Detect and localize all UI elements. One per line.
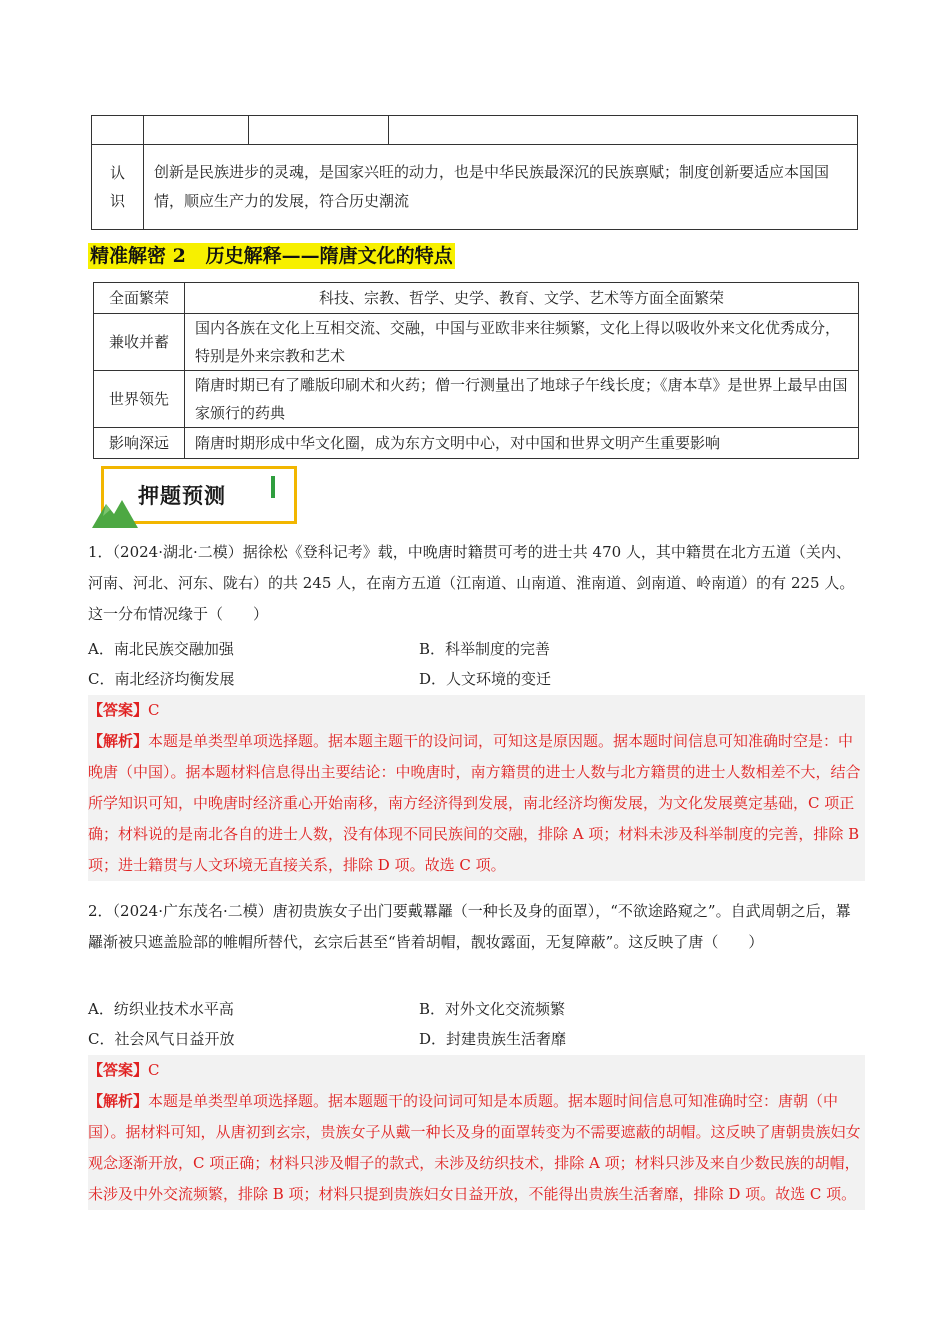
q2-analysis-line: [88, 1086, 865, 1210]
table-cell: [92, 116, 144, 145]
table-row: [94, 283, 859, 314]
q1-option-c: C．南北经济均衡发展: [88, 670, 235, 688]
analysis-tag: 【解析】: [88, 732, 149, 750]
row-text: 创新是民族进步的灵魂，是国家兴旺的动力，也是中华民族最深沉的民族禀赋；制度创新要适应本国国情，顺应生产力的发展，符合历史潮流: [144, 145, 858, 230]
row-label: [92, 145, 144, 230]
q2-answer: C: [148, 1061, 160, 1079]
q2-option-b: B．对外文化交流频繁: [419, 1000, 566, 1018]
feature-value: 隋唐时期形成中华文化圈，成为东方文明中心，对中国和世界文明产生重要影响: [185, 428, 859, 459]
q2-option-c: C．社会风气日益开放: [88, 1030, 235, 1048]
feature-value: 科技、宗教、哲学、史学、教育、文学、艺术等方面全面繁荣: [185, 283, 859, 314]
table-cell: [249, 116, 389, 145]
feature-value: 隋唐时期已有了雕版印刷术和火药；僧一行测量出了地球子午线长度；《唐本草》是世界上最早由国家颁行的药典: [185, 371, 859, 428]
q2-option-d: D．封建贵族生活奢靡: [419, 1030, 567, 1048]
top-table: [91, 115, 858, 230]
q1-answer: C: [148, 701, 160, 719]
banner-accent: [271, 476, 275, 498]
feature-value: 国内各族在文化上互相交流、交融，中国与亚欧非来往频繁，文化上得以吸收外来文化优秀成分，特别是外来宗教和艺术: [185, 314, 859, 371]
prediction-banner: [92, 466, 295, 528]
q1-analysis-line: [88, 726, 865, 881]
q1-answer-line: [88, 695, 865, 726]
q2-answer-line: [88, 1055, 865, 1086]
q2-analysis: 本题是单类型单项选择题。据本题题干的设问词可知是本质题。据本题时间信息可知准确时空：唐朝（中国）。据材料可知，从唐初到玄宗，贵族女子从戴一种长及身的面罩转变为不需要遮蔽的胡帽。这反映了唐朝贵族妇女观念逐渐开放，C 项正确；材料只涉及帽子的款式，未涉及纺织技术，排除 A 项；材料只涉及来自少数民族的胡帽，未涉及中外交流频繁，排除 B 项；材料只提到贵族妇女日益开放，不能得出贵族生活奢靡，排除 D 项。故选 C 项。: [88, 1092, 861, 1203]
section-heading: 精准解密 2 历史解释——隋唐文化的特点: [90, 245, 453, 267]
table-row: [94, 314, 859, 371]
q1-option-b: B．科举制度的完善: [419, 640, 551, 658]
mountain-icon: [92, 490, 142, 530]
table-row: [94, 428, 859, 459]
row-label-text: 认 识: [109, 164, 125, 210]
answer-tag: 【答案】: [88, 1061, 149, 1079]
banner-label: 押题预测: [138, 484, 226, 508]
q1-option-d: D．人文环境的变迁: [419, 670, 552, 688]
feature-key: 影响深远: [94, 428, 185, 459]
q2-answer-block: [88, 1055, 865, 1210]
q1-option-a: A．南北民族交融加强: [88, 640, 234, 658]
question-2-stem: 2．（2024·广东茂名·二模）唐初贵族女子出门要戴羃䍦（一种长及身的面罩），“不欲途路窥之”。自武周朝之后，羃䍦渐被只遮盖脸部的帷帽所替代，玄宗后甚至“皆着胡帽，靓妆露面，无复障蔽”。这反映了唐（ ）: [88, 902, 851, 951]
table-cell: [144, 116, 249, 145]
features-table: [93, 282, 859, 459]
feature-key: 全面繁荣: [94, 283, 185, 314]
answer-tag: 【答案】: [88, 701, 149, 719]
table-row: [92, 116, 858, 145]
feature-key: 兼收并蓄: [94, 314, 185, 371]
question-1-stem: 1．（2024·湖北·二模）据徐松《登科记考》载，中晚唐时籍贯可考的进士共 470 人，其中籍贯在北方五道（关内、河南、河北、河东、陇右）的共 245 人，在南方五道（江南道、山南道、淮南道、剑南道、岭南道）的有 225 人。这一分布情况缘于（ ）: [88, 543, 855, 623]
q2-option-a: A．纺织业技术水平高: [88, 1000, 234, 1018]
q1-analysis: 本题是单类型单项选择题。据本题主题干的设问词，可知这是原因题。据本题时间信息可知准确时空是：中晚唐（中国）。据本题材料信息得出主要结论：中晚唐时，南方籍贯的进士人数与北方籍贯的进士人数相差不大，结合所学知识可知，中晚唐时经济重心开始南移，南方经济得到发展，南北经济均衡发展，为文化发展奠定基础，C 项正确；材料说的是南北各自的进士人数，没有体现不同民族间的交融，排除 A 项；材料未涉及科举制度的完善，排除 B 项；进士籍贯与人文环境无直接关系，排除 D 项。故选 C 项。: [88, 732, 861, 874]
table-row: [94, 371, 859, 428]
feature-key: 世界领先: [94, 371, 185, 428]
table-cell: [389, 116, 858, 145]
analysis-tag: 【解析】: [88, 1092, 149, 1110]
table-row: [92, 145, 858, 230]
q1-answer-block: [88, 695, 865, 881]
